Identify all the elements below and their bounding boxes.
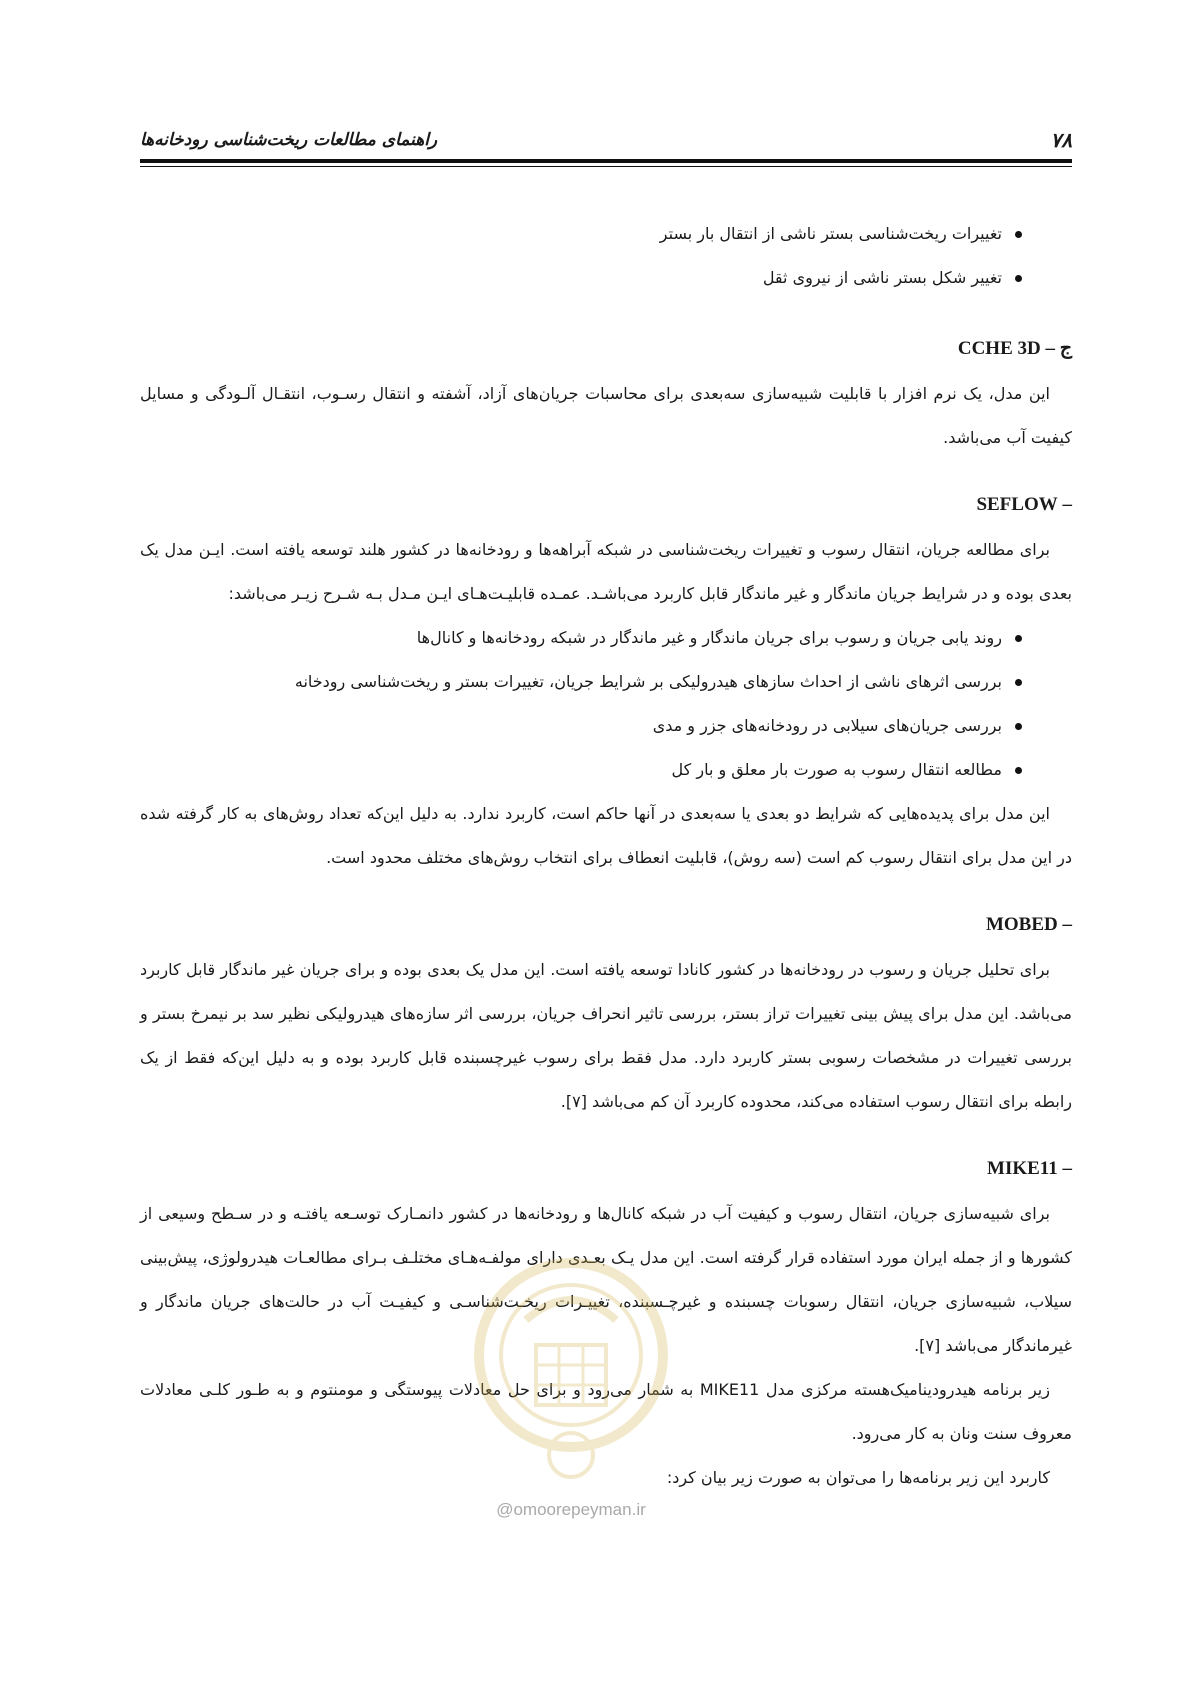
paragraph: برای مطالعه جریان، انتقال رسوب و تغییرات ریخت‌شناسی در شبکه آبراهه‌ها و رودخانه‌ها در کشور هلند توسعه یافته است. ایـن مدل یک بعدی بوده و در شرایط جریان ماندگار و غیر ماندگار قابل کاربرد می‌باشـد. عمـده قابلیـت‌هـای ایـن مـدل بـه شـرح زیـر می‌باشد: xyxy=(140,540,1072,603)
paragraph: زیر برنامه هیدرودینامیک‌هسته مرکزی مدل MIKE11 به شمار می‌رود و برای حل معادلات پیوستگی و مومنتوم و به طـور کلـی معادلات معروف سنت ونان به کار می‌رود. xyxy=(140,1380,1072,1443)
list-item: روند یابی جریان و رسوب برای جریان ماندگار و غیر ماندگار در شبکه رودخانه‌ها و کانال‌ها xyxy=(140,616,1022,660)
list-item: تغییرات ریخت‌شناسی بستر ناشی از انتقال بار بستر xyxy=(140,212,1022,256)
paragraph: کاربرد این زیر برنامه‌ها را می‌توان به صورت زیر بیان کرد: xyxy=(666,1468,1050,1487)
section-heading-mobed: – MOBED xyxy=(985,914,1072,935)
bullet-icon xyxy=(1015,275,1022,282)
list-item: تغییر شکل بستر ناشی از نیروی ثقل xyxy=(140,256,1022,300)
paragraph: برای تحلیل جریان و رسوب در رودخانه‌ها در کشور کانادا توسعه یافته است. این مدل یک بعدی بوده و برای جریان غیر ماندگار قابل کاربرد می‌باشد. این مدل برای پیش بینی تغییرات تراز بستر، بررسی تاثیر انحراف جریان، بررسی اثر سازه‌های هیدرولیکی نظیر سد بر نیمرخ بستر و بررسی تغییرات در مشخصات رسوبی بستر کاربرد دارد. مدل فقط برای رسوب غیرچسبنده قابل کاربرد بوده و به دلیل این‌که فقط از یک رابطه برای انتقال رسوب استفاده می‌کند، محدوده کاربرد آن کم می‌باشد [۷]. xyxy=(140,960,1072,1111)
list-item: بررسی جریان‌های سیلابی در رودخانه‌های جزر و مدی xyxy=(140,704,1022,748)
paragraph: این مدل برای پدیده‌هایی که شرایط دو بعدی یا سه‌بعدی در آنها حاکم است، کاربرد ندارد. به دلیل این‌که تعداد روش‌های به کار گرفته شده در این مدل برای انتقال رسوب کم است (سه روش)، قابلیت انعطاف برای انتخاب روش‌های مختلف محدود است. xyxy=(140,804,1072,867)
running-title: راهنمای مطالعات ریخت‌شناسی رودخانه‌ها xyxy=(140,130,438,150)
bullet-icon xyxy=(1015,231,1022,238)
paragraph: این مدل، یک نرم افزار با قابلیت شبیه‌سازی سه‌بعدی برای محاسبات جریان‌های آزاد، آشفته و انتقال رسـوب، انتقـال آلـودگی و مسایل کیفیت آب می‌باشد. xyxy=(140,384,1072,447)
list-item: بررسی اثرهای ناشی از احداث سازهای هیدرولیکی بر شرایط جریان، تغییرات بستر و ریخت‌شناسی رودخانه xyxy=(140,660,1022,704)
header-rule-thick xyxy=(140,159,1072,163)
paragraph: برای شبیه‌سازی جریان، انتقال رسوب و کیفیت آب در شبکه کانال‌ها و رودخانه‌ها در کشور دانمـارک توسـعه یافتـه و در سـطح وسیعی از کشورها و از جمله ایران مورد استفاده قرار گرفته است. این مدل یـک بعـدی دارای مولفـه‌هـای مختلـف بـرای مطالعـات هیدرولوژی، پیش‌بینی سیلاب، شبیه‌سازی جریان، انتقال رسوبات چسبنده و غیرچـسبنده، تغییـرات ریخـت‌شناسـی و کیفیـت آب در حالت‌های جریان ماندگار و غیرماندگار می‌باشد [۷]. xyxy=(140,1204,1072,1355)
bullet-icon xyxy=(1015,723,1022,730)
section-heading-mike11: – MIKE11 xyxy=(987,1158,1072,1179)
bullet-icon xyxy=(1015,679,1022,686)
header-rule-thin xyxy=(140,166,1072,167)
seflow-bullet-list xyxy=(140,616,1072,792)
bullet-icon xyxy=(1015,767,1022,774)
section-heading-cche3d: ج – CCHE 3D xyxy=(957,338,1072,359)
intro-bullet-list xyxy=(140,212,1072,300)
bullet-icon xyxy=(1015,635,1022,642)
page-number: ۷۸ xyxy=(1050,128,1072,152)
watermark-text: @omoorepeyman.ir xyxy=(496,1500,646,1519)
list-item: مطالعه انتقال رسوب به صورت بار معلق و بار کل xyxy=(140,748,1022,792)
page-header xyxy=(140,122,1072,160)
page-body xyxy=(140,212,1072,1500)
section-heading-seflow: – SEFLOW xyxy=(976,494,1072,515)
